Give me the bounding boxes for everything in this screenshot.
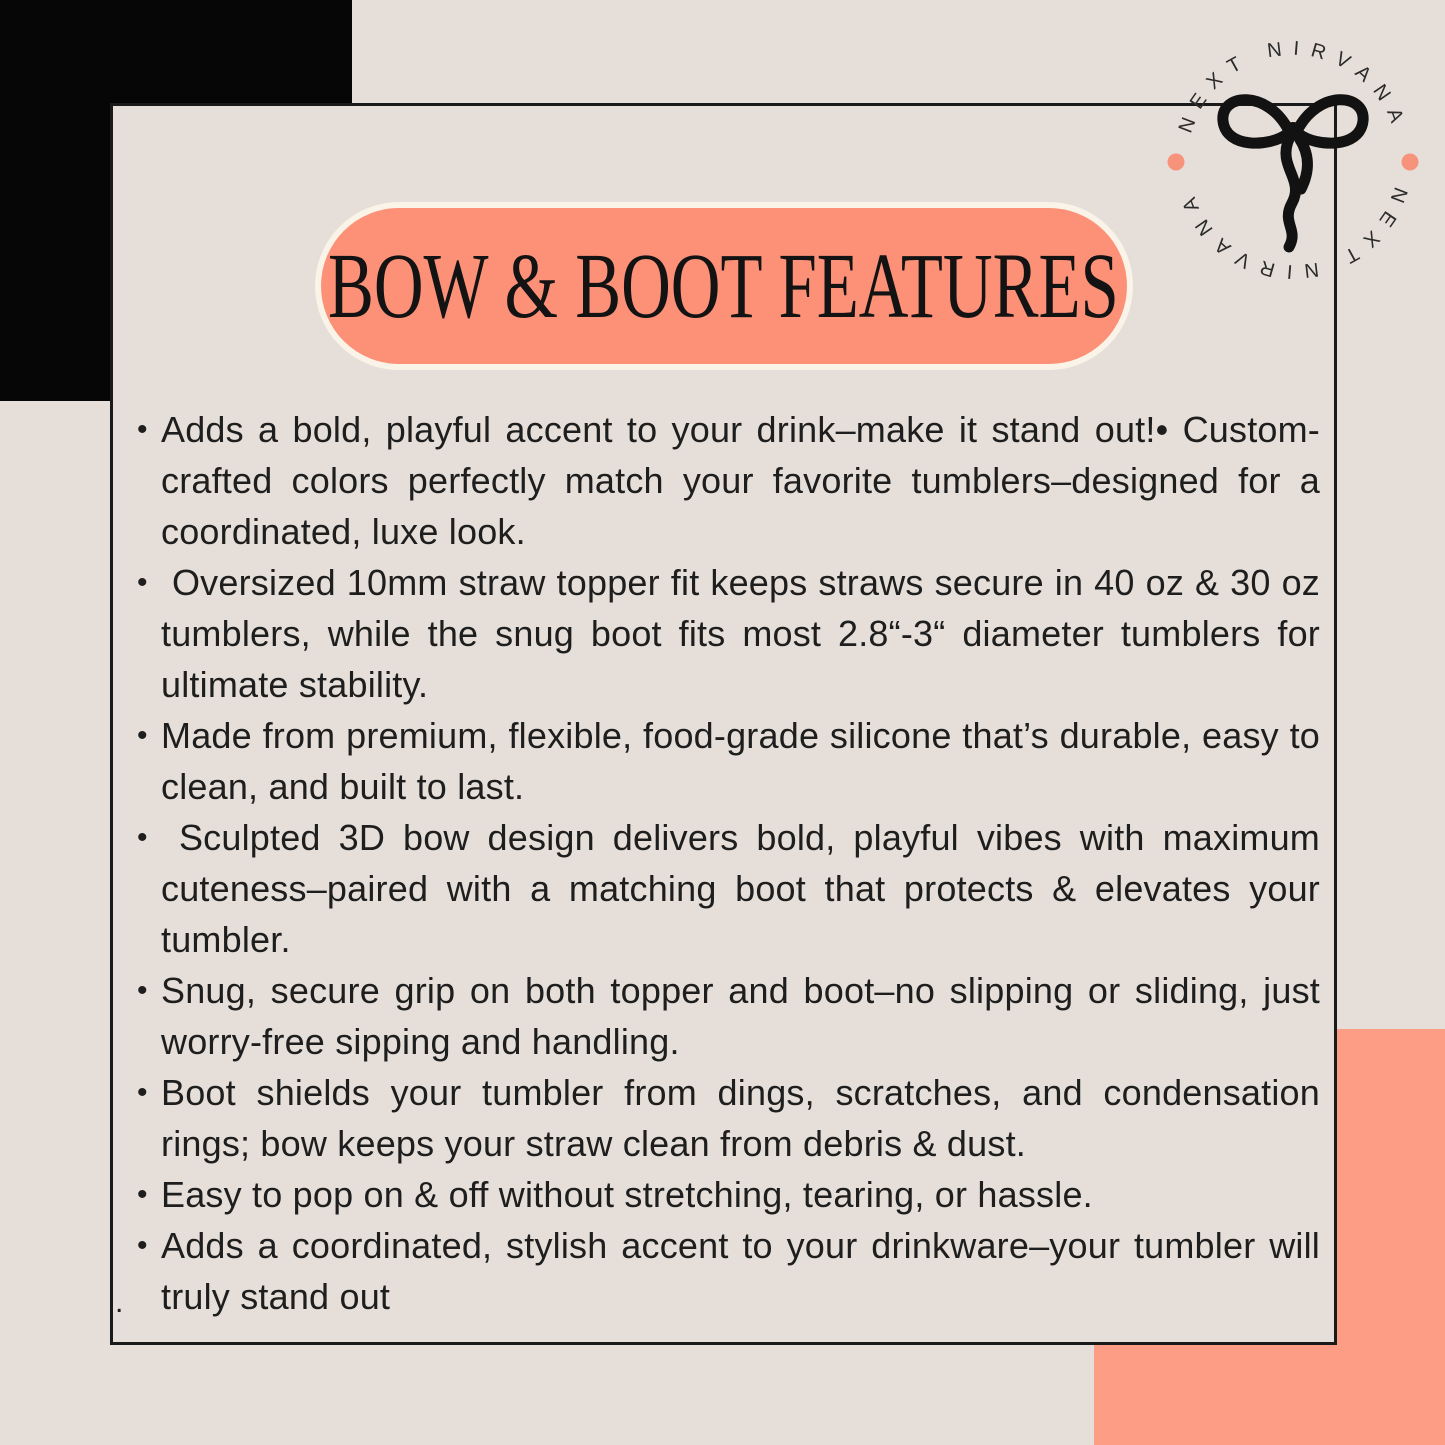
ribbon-bow-icon: [1223, 100, 1363, 247]
feature-bullet: • Made from premium, flexible, food-grade silicone that’s durable, easy to clean, and built to last.: [135, 710, 1320, 812]
logo-ring-text-top: [1175, 37, 1412, 136]
logo-ring-text-top-path: NEXT NIRVANA: [1174, 37, 1412, 136]
logo-left-dot: [1168, 154, 1185, 171]
feature-bullet: • Adds a coordinated, stylish accent to your drinkware–your tumbler will truly stand out: [135, 1220, 1320, 1322]
feature-bullet: • Easy to pop on & off without stretching, tearing, or hassle.: [135, 1169, 1320, 1220]
feature-bullet: • Adds a bold, playful accent to your drink–make it stand out!• Custom-crafted colors perfectly match your favorite tumblers–designed for a coordinated, luxe look.: [135, 404, 1320, 557]
feature-bullet: • Oversized 10mm straw topper fit keeps straws secure in 40 oz & 30 oz tumblers, while the snug boot fits most 2.8“-3“ diameter tumblers for ultimate stability.: [135, 557, 1320, 710]
logo-right-dot: [1402, 154, 1419, 171]
brand-logo: [1158, 25, 1428, 295]
brand-logo-svg: [1158, 25, 1428, 295]
logo-ring-text-bottom-path: NEXT NIRVANA: [1174, 184, 1412, 283]
feature-bullet: • Snug, secure grip on both topper and boot–no slipping or sliding, just worry-free sipping and handling.: [135, 965, 1320, 1067]
feature-bullet: • Boot shields your tumbler from dings, scratches, and condensation rings; bow keeps your straw clean from debris & dust.: [135, 1067, 1320, 1169]
feature-list: [135, 404, 1320, 1322]
title-pill: [315, 202, 1133, 370]
feature-card: [110, 103, 1337, 1345]
footnote-dot: .: [115, 1286, 124, 1319]
page-title: BOW & BOOT FEATURES: [328, 234, 1119, 338]
feature-bullet: • Sculpted 3D bow design delivers bold, playful vibes with maximum cuteness–paired with a matching boot that protects & elevates your tumbler.: [135, 812, 1320, 965]
